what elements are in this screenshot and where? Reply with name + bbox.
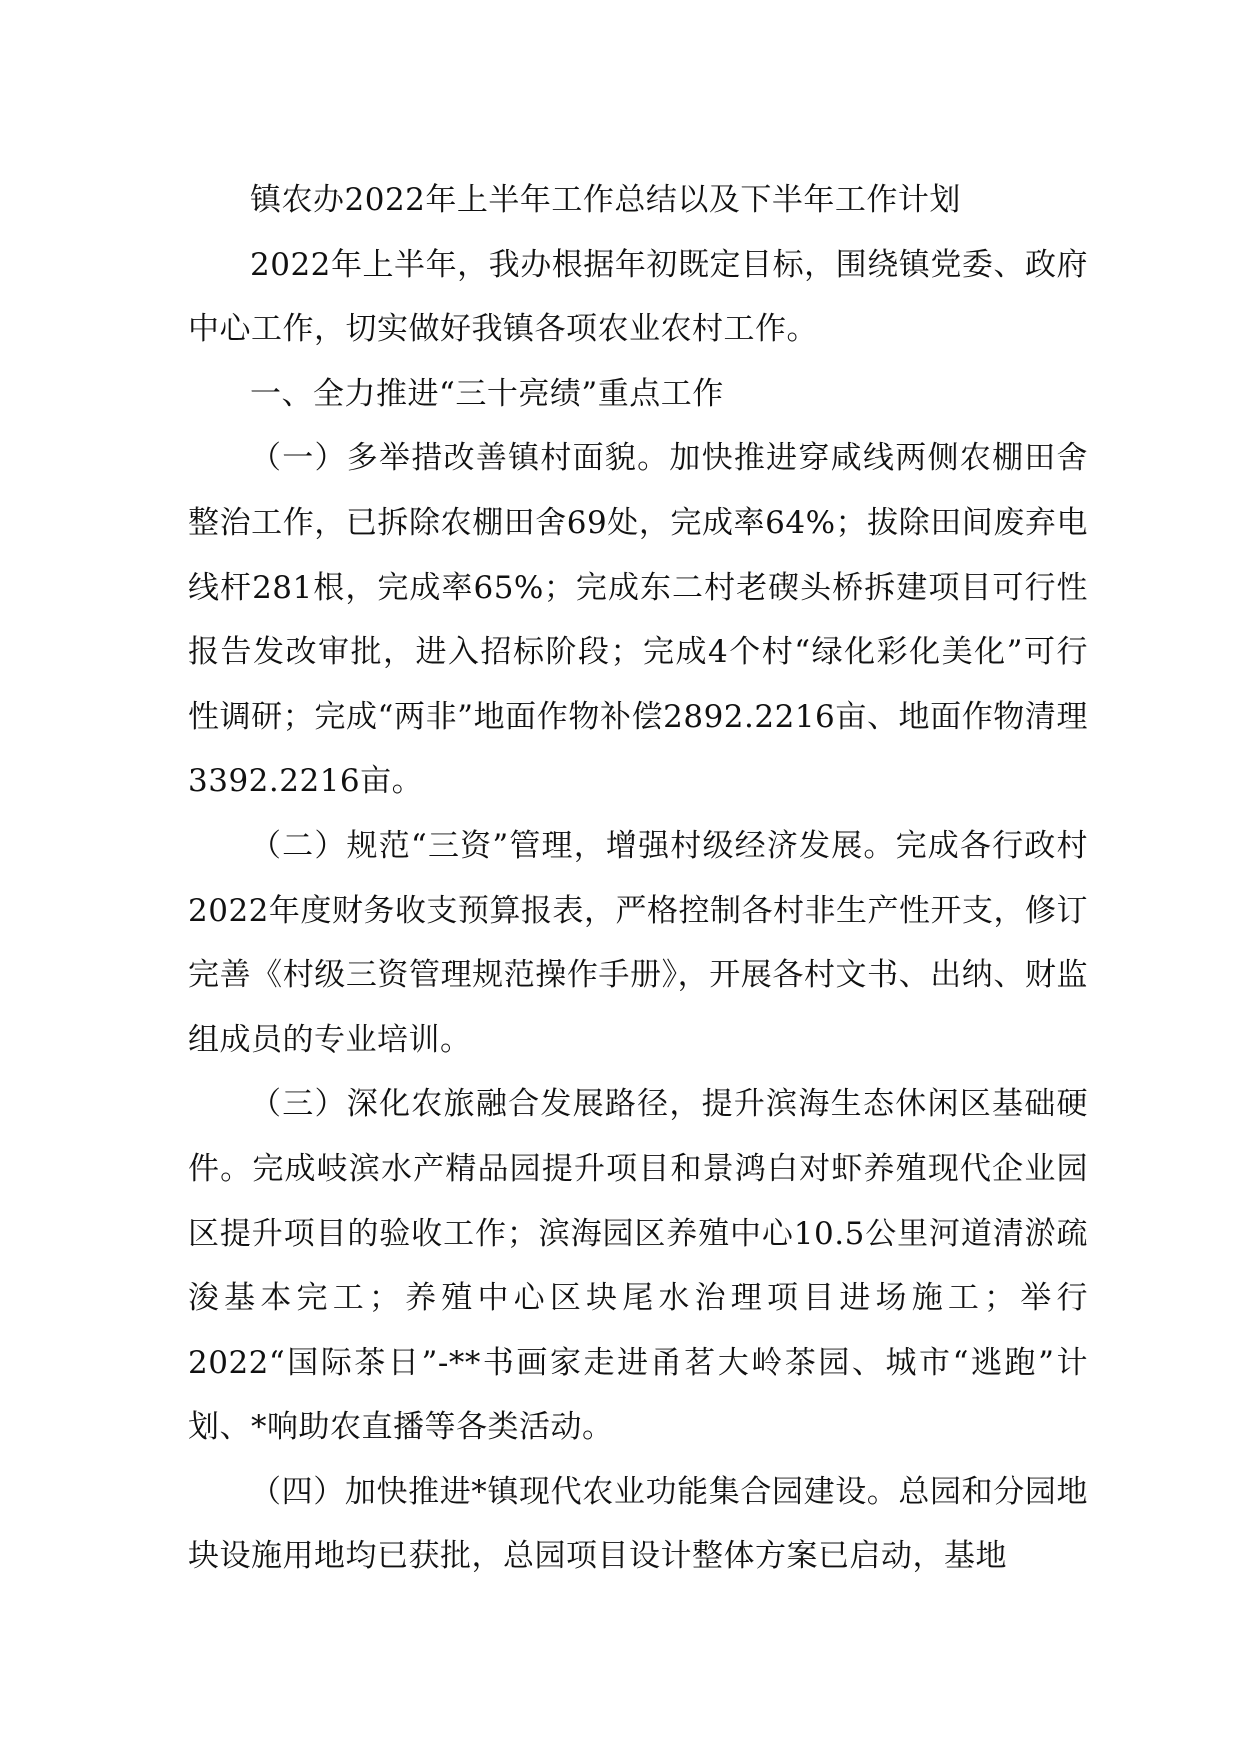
intro-paragraph: 2022年上半年，我办根据年初既定目标，围绕镇党委、政府中心工作，切实做好我镇各项农业农村工作。 — [188, 246, 1088, 348]
paragraph-item-4: （四）加快推进*镇现代农业功能集合园建设。总园和分园地块设施用地均已获批，总园项目设计整体方案已启动，基地 — [188, 1473, 1088, 1575]
paragraph-item-1: （一）多举措改善镇村面貌。加快推进穿咸线两侧农棚田舍整治工作，已拆除农棚田舍69处，完成率64%；拔除田间废弃电线杆281根，完成率65%；完成东二村老碶头桥拆建项目可行性报告发改审批，进入招标阶段；完成4个村“绿化彩化美化”可行性调研；完成“两非”地面作物补偿2892.2216亩、地面作物清理3392.2216亩。 — [188, 440, 1088, 800]
section-heading-1: 一、全力推进“三十亮绩”重点工作 — [250, 375, 724, 412]
paragraph-item-2: （二）规范“三资”管理，增强村级经济发展。完成各行政村2022年度财务收支预算报表，严格控制各村非生产性开支，修订完善《村级三资管理规范操作手册》，开展各村文书、出纳、财监组成员的专业培训。 — [188, 827, 1088, 1058]
paragraph-item-3: （三）深化农旅融合发展路径，提升滨海生态休闲区基础硬件。完成岐滨水产精品园提升项目和景鸿白对虾养殖现代企业园区提升项目的验收工作；滨海园区养殖中心10.5公里河道清淤疏浚基本完工；养殖中心区块尾水治理项目进场施工；举行2022“国际茶日”-**书画家走进甬茗大岭茶园、城市“逃跑”计划、*响助农直播等各类活动。 — [188, 1086, 1088, 1446]
document-title: 镇农办2022年上半年工作总结以及下半年工作计划 — [250, 182, 961, 218]
document-body — [188, 168, 1088, 1589]
